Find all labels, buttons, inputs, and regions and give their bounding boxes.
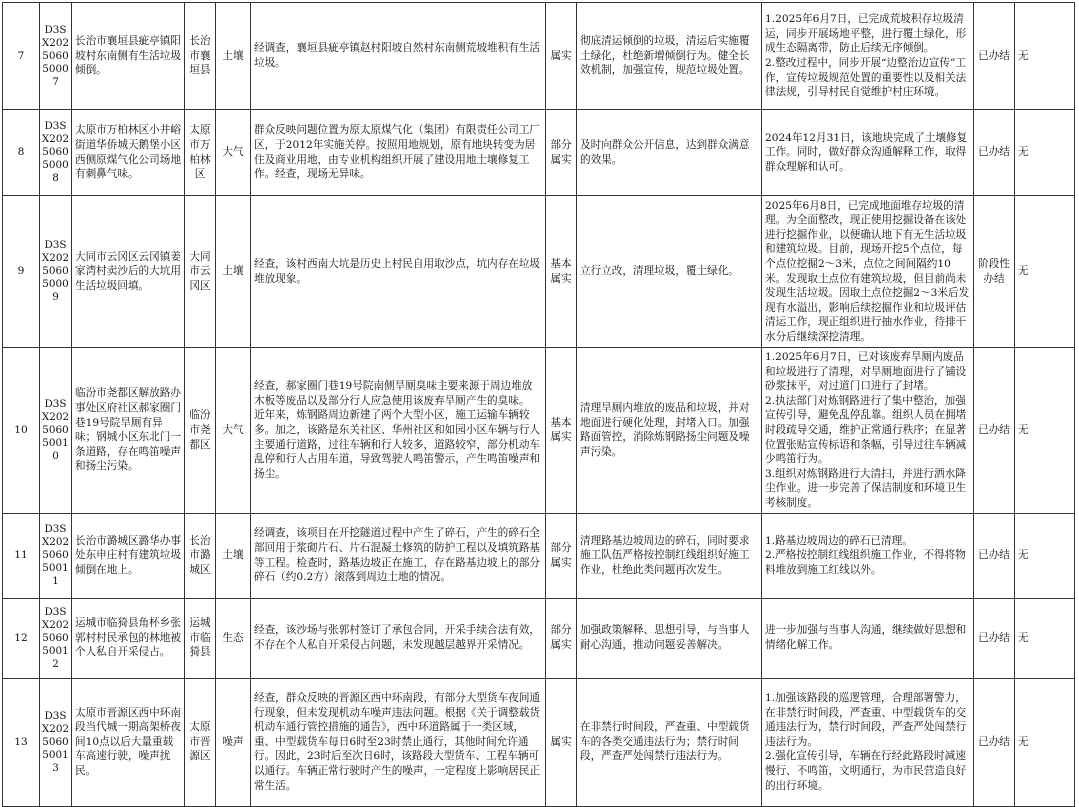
completion-status-cell: 已办结 [974, 3, 1015, 110]
pollution-type-cell: 噪声 [216, 678, 251, 806]
accountability-cell: 无 [1015, 598, 1075, 678]
rectification-progress-cell: 2024年12月31日，该地块完成了土壤修复工作。同时，做好群众沟通解释工作，取得群众理解和认可。 [762, 110, 974, 196]
investigation-result-cell: 经查，群众反映的晋源区西中环南段，有部分大型货车夜间通行现象，但未发现机动车噪声违法问题。根据《关于调整载货机动车通行管控措施的通告》，西中环道路属于一类区域，重、中型载货车每日6时至23时禁止通行，其他时间允许通行。因此，23时后至次日6时，该路段大型货车、工程车辆可以通行。车辆正常行驶时产生的噪声，一定程度上影响居民正常生活。 [251, 678, 546, 806]
rectification-progress-line: 1.2025年6月7日，已完成荒坡积存垃圾清运，同步开展场地平整，进行覆土绿化，形成生态隔离带，防止后续无序倾倒。 [765, 13, 967, 55]
row-number-cell: 13 [3, 678, 40, 806]
investigation-result-cell: 经调查，该项目在开挖隧道过程中产生了碎石，产生的碎石全部回用于浆砌片石、片石混凝土修筑的防护工程以及填筑路基等工程。检查时，路基边坡正在施工，存在路基边坡上的部分碎石（约0.2方）滚落到周边土地的情况。 [251, 513, 546, 598]
investigation-result-line: 经查，郝家圈门巷19号院南侧旱厕臭味主要来源于周边堆放木板等废品以及部分行人应急使用该废弃旱厕产生的臭味。 [254, 380, 533, 407]
case-id-cell: D3SX20250605000 9 [40, 196, 72, 348]
case-table [2, 2, 1075, 807]
investigation-result-cell: 群众反映问题位置为原太原煤气化（集团）有限责任公司工厂区，于2012年实施关停。按照用地规划，原有地块转变为居住及商业用地，由专业机构组织开展了建设用地土壤修复工作。经查，现场无异味。 [251, 110, 546, 196]
table-row [3, 678, 1075, 806]
rectification-progress-line: 1.路基边坡周边的碎石已清理。 [765, 534, 913, 547]
verdict-cell: 基本属实 [546, 348, 577, 514]
region-cell: 大同市云冈区 [185, 196, 216, 348]
row-number-cell: 11 [3, 513, 40, 598]
pollution-type-cell: 大气 [216, 348, 251, 514]
rectification-progress-line: 2.整改过程中，同步开展“边整治边宣传”工作，宣传垃圾规范处置的重要性以及相关法律法规，引导村民自觉维护村庄环境。 [765, 57, 967, 99]
pollution-type-cell: 生态 [216, 598, 251, 678]
rectification-progress-line: 2.强化宣传引导，车辆在行经此路段时减速慢行、不鸣笛，文明通行，为市民营造良好的出行环境。 [765, 750, 967, 792]
completion-status-cell: 已办结 [974, 678, 1015, 806]
verdict-cell: 属实 [546, 3, 577, 110]
investigation-result-cell: 经查，该沙场与张郭村签订了承包合同，开采手续合法有效，不存在个人私自开采侵占问题，未发现越层越界开采情况。 [251, 598, 546, 678]
complaint-text-cell: 临汾市尧都区解放路办事处区府社区郝家圈门巷19号院旱厕有异味；钢城小区东北门一条道路，存在鸣笛噪声和扬尘污染。 [72, 348, 185, 514]
region-cell: 临汾市尧都区 [185, 348, 216, 514]
complaint-text-cell: 长治市潞城区潞华办事处东申庄村有建筑垃圾倾倒在地上。 [72, 513, 185, 598]
region-cell: 长治市襄垣县 [185, 3, 216, 110]
region-cell: 运城市临猗县 [185, 598, 216, 678]
table-row [3, 598, 1075, 678]
complaint-text-cell: 长治市襄垣县疵亭镇阳坡村东南侧有生活垃圾倾倒。 [72, 3, 185, 110]
row-number-cell: 8 [3, 110, 40, 196]
complaint-text-cell: 大同市云冈区云冈镇姜家湾村卖沙后的大坑用生活垃圾回填。 [72, 196, 185, 348]
pollution-type-cell: 土壤 [216, 196, 251, 348]
case-id-cell: D3SX20250605000 8 [40, 110, 72, 196]
table-row [3, 3, 1075, 110]
rectification-requirement-cell: 清理路基边坡周边的碎石，同时要求施工队伍严格按控制红线组织好施工作业，杜绝此类问题再次发生。 [577, 513, 762, 598]
table-row [3, 348, 1075, 514]
accountability-cell: 无 [1015, 196, 1075, 348]
verdict-cell: 属实 [546, 678, 577, 806]
table-row [3, 110, 1075, 196]
rectification-progress-cell [762, 348, 974, 514]
region-cell: 太原市晋源区 [185, 678, 216, 806]
rectification-progress-line: 1.加强该路段的巡逻管理，合理部署警力，在非禁行时间段，严查重、中型载货车的交通违法行为，禁行时间段，严查严处闯禁行违法行为。 [765, 691, 967, 748]
accountability-cell: 无 [1015, 348, 1075, 514]
complaint-text-cell: 太原市万柏林区小井峪街道华侨城天鹅堡小区西侧原煤气化公司场地有刺鼻气味。 [72, 110, 185, 196]
completion-status-cell: 已办结 [974, 110, 1015, 196]
rectification-progress-cell [762, 3, 974, 110]
rectification-progress-line: 1.2025年6月7日，已对该废弃旱厕内废品和垃圾进行了清理，对旱厕地面进行了铺设砂浆抹平，对过道门口进行了封堵。 [765, 351, 967, 393]
investigation-result-cell: 经查，该村西南大坑是历史上村民自用取沙点，坑内存在垃圾堆放现象。 [251, 196, 546, 348]
rectification-requirement-cell: 立行立改，清理垃圾，覆土绿化。 [577, 196, 762, 348]
row-number-cell: 10 [3, 348, 40, 514]
completion-status-cell: 已办结 [974, 348, 1015, 514]
case-id-cell: D3SX20250605001 3 [40, 678, 72, 806]
case-id-cell: D3SX20250605001 1 [40, 513, 72, 598]
table-body [3, 3, 1075, 807]
case-id-cell: D3SX20250605001 0 [40, 348, 72, 514]
row-number-cell: 12 [3, 598, 40, 678]
rectification-progress-line: 2.严格按控制红线组织施工作业，不得将物料堆放到施工红线以外。 [765, 549, 966, 576]
accountability-cell: 无 [1015, 513, 1075, 598]
rectification-progress-cell: 进一步加强与当事人沟通，继续做好思想和情绪化解工作。 [762, 598, 974, 678]
rectification-requirement-cell: 清理旱厕内堆放的废品和垃圾，并对地面进行硬化处理，封堵入口。加强路面管控，消除炼钢路扬尘问题及噪声污染。 [577, 348, 762, 514]
investigation-result-line: 近年来，炼钢路周边新建了两个大型小区，施工运输车辆较多。加之，该路是东关社区、华州社区和如园小区车辆与行人主要通行道路，过往车辆和行人较多，道路较窄，部分机动车乱停和行人占用车道，导致驾驶人鸣笛警示，产生鸣笛噪声和扬尘。 [254, 409, 541, 480]
completion-status-cell: 阶段性办结 [974, 196, 1015, 348]
verdict-cell: 部分属实 [546, 110, 577, 196]
pollution-type-cell: 土壤 [216, 3, 251, 110]
rectification-requirement-cell: 在非禁行时间段，严查重、中型载货车的各类交通违法行为；禁行时间段，严查严处闯禁行违法行为。 [577, 678, 762, 806]
row-number-cell: 9 [3, 196, 40, 348]
accountability-cell: 无 [1015, 3, 1075, 110]
row-number-cell: 7 [3, 3, 40, 110]
rectification-requirement-cell: 彻底清运倾倒的垃圾，清运后实施覆土绿化，杜绝新增倾倒行为。健全长效机制，加强宣传，规范垃圾处置。 [577, 3, 762, 110]
rectification-progress-cell [762, 513, 974, 598]
rectification-progress-cell [762, 678, 974, 806]
rectification-requirement-cell: 及时向群众公开信息，达到群众满意的效果。 [577, 110, 762, 196]
table-row [3, 196, 1075, 348]
rectification-progress-line: 2.执法部门对炼钢路进行了集中整治，加强宣传引导，避免乱停乱靠。组织人员在拥堵时段疏导交通，维护正常通行秩序；在显著位置张贴宣传标语和条幅，引导过往车辆减少鸣笛行为。 [765, 394, 967, 466]
rectification-progress-cell: 2025年6月8日，已完成地面堆存垃圾的清理。为全面整改，现正使用挖掘设备在该处进行挖掘作业，以便确认地下有无生活垃圾和建筑垃圾。目前，现场开挖5个点位，每个点位挖掘2～3米，点位之间间隔约10米。发现取土点位有建筑垃圾，但目前尚未发现生活垃圾。因取土点位挖掘2～3米后发现有水溢出，影响后续挖掘作业和垃圾评估清运工作，现正组织进行抽水作业，待排干水分后继续深挖清理。 [762, 196, 974, 348]
accountability-cell: 无 [1015, 678, 1075, 806]
rectification-progress-line: 3.组织对炼钢路进行大清扫，并进行洒水降尘作业。进一步完善了保洁制度和环境卫生考核制度。 [765, 467, 967, 509]
completion-status-cell: 已办结 [974, 598, 1015, 678]
pollution-type-cell: 土壤 [216, 513, 251, 598]
pollution-type-cell: 大气 [216, 110, 251, 196]
complaint-text-cell: 运城市临猗县角杯乡张郭村村民承包的林地被个人私自开采侵占。 [72, 598, 185, 678]
table-row [3, 513, 1075, 598]
investigation-result-cell: 经调查，襄垣县疵亭镇赵村阳坡自然村东南侧荒坡堆积有生活垃圾。 [251, 3, 546, 110]
verdict-cell: 部分属实 [546, 513, 577, 598]
complaint-text-cell: 太原市晋源区西中环南段当代城一期高架桥夜间10点以后大量重载车高速行驶，噪声扰民。 [72, 678, 185, 806]
case-id-cell: D3SX20250605001 2 [40, 598, 72, 678]
accountability-cell: 无 [1015, 110, 1075, 196]
region-cell: 长治市潞城区 [185, 513, 216, 598]
case-id-cell: D3SX20250605000 7 [40, 3, 72, 110]
completion-status-cell: 已办结 [974, 513, 1015, 598]
investigation-result-cell [251, 348, 546, 514]
region-cell: 太原市万柏林区 [185, 110, 216, 196]
rectification-requirement-cell: 加强政策解释、思想引导，与当事人耐心沟通，推动问题妥善解决。 [577, 598, 762, 678]
verdict-cell: 基本属实 [546, 196, 577, 348]
verdict-cell: 部分属实 [546, 598, 577, 678]
